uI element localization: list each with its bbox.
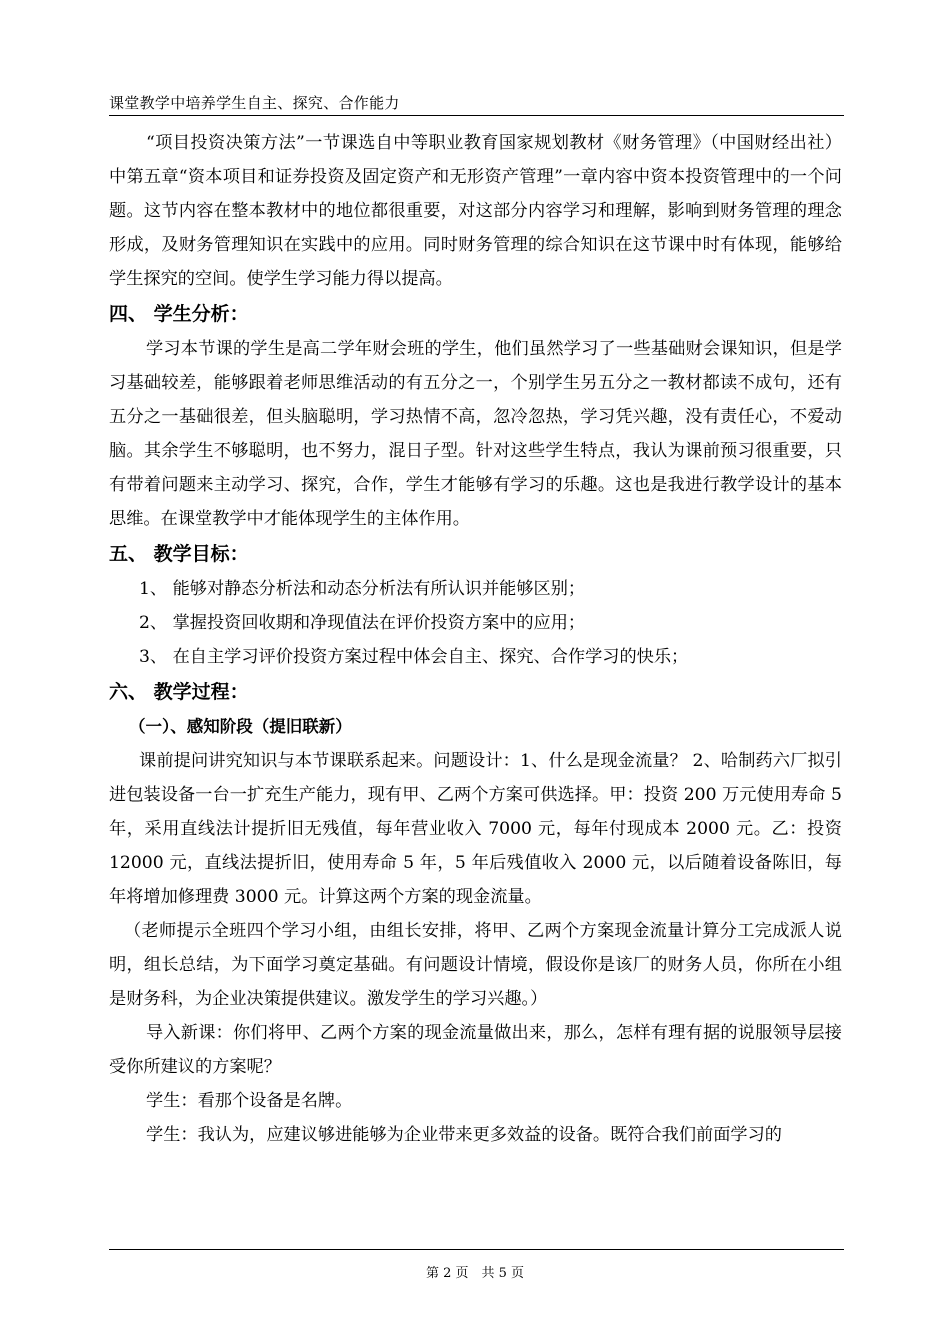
- header-title: 课堂教学中培养学生自主、探究、合作能力: [109, 94, 400, 112]
- subsection-heading-perception: （一）、感知阶段（提旧联新）: [129, 717, 352, 736]
- footer-divider: [109, 1249, 844, 1250]
- student-response: 学生：看那个设备是名牌。: [146, 1091, 353, 1111]
- intro-paragraph: “项目投资决策方法”一节课选自中等职业教育国家规划教材《财务管理》（中国财经出社）中第五章“资本项目和证券投资及固定资产和无形资产管理”一章内容中资本投资管理中的一个问题。这节内容在整本教材中的地位都很重要，对这部分内容学习和理解，影响到财务管理的理念形成，及财务管理知识在实践中的应用。同时财务管理的综合知识在这节课中时有体现，能够给学生探究的空间。使学生学习能力得以提高。: [109, 133, 842, 289]
- process-paragraph: 课前提问讲究知识与本节课联系起来。问题设计：1、什么是现金流量？ 2、哈制药六厂拟引进包装设备一台一扩充生产能力，现有甲、乙两个方案可供选择。甲：投资 200 万元使用寿命 5 年，采用直线法计提折旧无残值，每年营业收入 7000 元，每年付现成本 2000 元。乙：投资 12000 元，直线法提折旧，使用寿命 5 年，5 年后残值收入 2000 元，以后随着设备陈旧，每年将增加修理费 3000 元。计算这两个方案的现金流量。: [109, 751, 842, 907]
- section-heading-teaching-process: 六、 教学过程：: [109, 681, 249, 703]
- document-body: [109, 126, 842, 1152]
- student-analysis-paragraph: 学习本节课的学生是高二学年财会班的学生，他们虽然学习了一些基础财会课知识，但是学习基础较差，能够跟着老师思维活动的有五分之一，个别学生另五分之一教材都读不成句，还有五分之一基础很差，但头脑聪明，学习热情不高，忽冷忽热，学习凭兴趣，没有责任心，不爱动脑。其余学生不够聪明，也不努力，混日子型。针对这些学生特点，我认为课前预习很重要，只有带着问题来主动学习、探究，合作，学生才能够有学习的乐趣。这也是我进行教学设计的基本思维。在课堂教学中才能体现学生的主体作用。: [109, 339, 842, 529]
- teacher-note-paragraph: （老师提示全班四个学习小组，由组长安排，将甲、乙两个方案现金流量计算分工完成派人说明，组长总结，为下面学习奠定基础。有问题设计情境，假设你是该厂的财务人员，你所在小组是财务科，为企业决策提供建议。激发学生的学习兴趣。）: [109, 921, 842, 1009]
- student-response: 学生：我认为，应建议够进能够为企业带来更多效益的设备。既符合我们前面学习的: [146, 1125, 782, 1145]
- section-heading-student-analysis: 四、 学生分析：: [109, 303, 249, 325]
- goal-item: 1、 能够对静态分析法和动态分析法有所认识并能够区别；: [139, 579, 586, 599]
- page-number: 第 2 页 共 5 页: [425, 1266, 525, 1281]
- new-lesson-paragraph: 导入新课：你们将甲、乙两个方案的现金流量做出来，那么，怎样有理有据的说服领导层接受你所建议的方案呢？: [109, 1023, 842, 1077]
- section-heading-teaching-goals: 五、 教学目标：: [109, 543, 249, 565]
- page-header: [109, 92, 844, 116]
- goal-item: 2、 掌握投资回收期和净现值法在评价投资方案中的应用；: [139, 613, 586, 633]
- goal-item: 3、 在自主学习评价投资方案过程中体会自主、探究、合作学习的快乐；: [139, 647, 689, 667]
